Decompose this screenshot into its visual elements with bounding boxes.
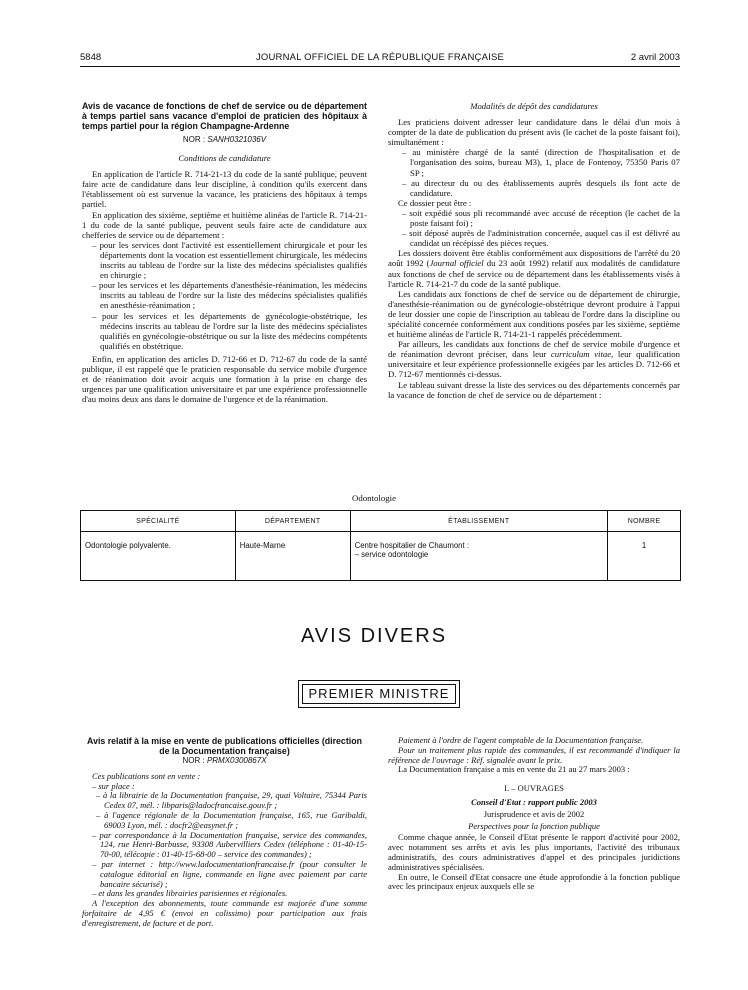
list-item: – et dans les grandes librairies parisiennes et régionales. [92, 888, 288, 899]
issue-date: 2 avril 2003 [630, 52, 680, 63]
notice1-paragraph: Les candidats aux fonctions de chef de service ou de département de chirurgie, d'anesthésie-réanimation ou de gynécologie-obstétrique devront produire à l'appui de leur dossier une copie de l'inscription au tableau de l'ordre dans la discipline ou spécialité concernée conformément aux conditions posées par les sixième, septième et huitième alinéas de l'article R. 714-21-1 rappelés précédemment. [388, 288, 680, 340]
column-header: NOMBRE [608, 511, 681, 532]
list-item: – à la librairie de la Documentation française, 29, quai Voltaire, 75344 Paris Cedex 07, mél. : libparis@ladocfrancaise.gouv.fr ; [96, 790, 367, 811]
notice2-nor: NOR : PRMX0300867X [182, 756, 267, 765]
ouvrages-heading: I. – OUVRAGES [504, 783, 564, 794]
publication-subtitle: Jurisprudence et avis de 2002 [483, 808, 585, 819]
list-item: – par correspondance à la Documentation française, service des commandes, 124, rue Henri-Barbusse, 93308 Aubervilliers Cedex (téléphone : 01-40-15-70-00, télécopie : 01-40-15-68-00 – service des commandes) ; [92, 829, 367, 860]
notice1-right-column [388, 101, 680, 400]
page-number: 5848 [80, 52, 102, 63]
column-header: DÉPARTEMENT [235, 511, 350, 532]
notice2-line: – sur place : [92, 780, 135, 791]
notice2-paragraph: Comme chaque année, le Conseil d'Etat présente le rapport d'activité pour 2002, avec notamment ses arrêts et avis les plus importants, l'activité des tribunaux administratifs, des cours administratives d'appel et des principales juridictions administratives spécialisées. [388, 832, 680, 872]
notice1-paragraph: Enfin, en application des articles D. 712-66 et D. 712-67 du code de la santé publique, il est rappelé que le praticien responsable du service mobile d'urgence et de réanimation doit avoir acquis une formation à la prise en charge des urgences par une qualification universitaire et par une expérience professionnelle d'au moins deux ans dans le domaine de l'urgence et de la réanimation. [82, 353, 367, 405]
dossier-list [388, 208, 680, 248]
list-item: – pour les services et les départements d'anesthésie-réanimation, les médecins inscrits au tableau de l'ordre sur la liste des médecins spécialistes qualifiés en anesthésie-réanimation ; [92, 280, 367, 311]
conditions-heading: Conditions de candidature [178, 153, 271, 164]
list-item: – soit expédié sous pli recommandé avec accusé de réception (le cachet de la poste faisant foi) ; [402, 207, 680, 229]
list-item: – au directeur du ou des établissements auprès desquels ils font acte de candidature. [402, 177, 680, 198]
cell-nombre: 1 [608, 532, 681, 581]
notice2-paragraph: Paiement à l'ordre de l'agent comptable de la Documentation française. [398, 735, 644, 745]
sales-points-list [82, 791, 367, 830]
notice1-nor-code: SANH0321036V [207, 135, 267, 144]
table-row [81, 532, 681, 581]
notice1-paragraph: Le tableau suivant dresse la liste des services ou des départements concernés par la vacance de fonction de chef de service ou de département : [388, 379, 680, 400]
notice1-paragraph: Les praticiens doivent adresser leur candidature dans le délai d'un mois à compter de la date de publication du présent avis (le cachet de la poste faisant foi), simultanément : [388, 117, 680, 148]
notice1-paragraph: En application de l'article R. 714-21-13 du code de la santé publique, peuvent faire acte de candidature dans leur discipline, à condition qu'ils exercent dans l'établissement où est survenue la vacance, les praticiens des hôpitaux à temps partiel. [82, 169, 367, 210]
addressees-list [388, 147, 680, 197]
list-item: – pour les services dont l'activité est essentiellement chirurgicale et pour les départements dont la vocation est essentiellement chirurgicale, les médecins inscrits au tableau de l'ordre sur la liste des médecins spécialistes qualifiés en chirurgie ; [92, 239, 367, 281]
column-header: ÉTABLISSEMENT [350, 511, 607, 532]
notice2-title: Avis relatif à la mise en vente de publications officielles (direction de la Documentation française) [87, 736, 362, 756]
notice2-paragraph: Pour un traitement plus rapide des commandes, il est recommandé d'indiquer la référence de l'ouvrage : Réf. signalée avant le prix. [388, 744, 680, 765]
header-rule [80, 66, 680, 67]
cell-specialite: Odontologie polyvalente. [81, 532, 236, 581]
notice1-paragraph: Par ailleurs, les candidats aux fonctions de chef de service mobile d'urgence et de réanimation devront préciser, dans leur curriculum vitae, leur qualification universitaire et leur expérience professionnelle exigées par les articles D. 712-66 et D. 712-67 mentionnés ci-dessus. [388, 339, 680, 380]
notice2-paragraph: En outre, le Conseil d'Etat consacre une étude approfondie à la fonction publique avec les principaux enjeux auxquels elle se [388, 871, 680, 892]
table-header-row [81, 511, 681, 532]
list-item: – à l'agence régionale de la Documentation française, 165, rue Garibaldi, 69003 Lyon, mél. : docfr2@easynet.fr ; [96, 809, 367, 830]
notice2-paragraph: La Documentation française a mis en vente du 21 au 27 mars 2003 : [398, 764, 630, 775]
notice2-right-column [388, 736, 680, 892]
notice1-title: Avis de vacance de fonctions de chef de service ou de département à temps partiel sans vacance d'emploi de praticien des hôpitaux à temps partiel pour la région Champagne-Ardenne [82, 101, 367, 131]
list-item: – pour les services et les départements de gynécologie-obstétrique, les médecins inscrits au tableau de l'ordre sur la liste des médecins spécialistes qualifiés en gynécologie-obstétrique ou sur la liste des médecins compétents qualifiés en obstétrique. [92, 310, 367, 351]
list-item: – au ministère chargé de la santé (direction de l'hospitalisation et de l'organisation des soins, bureau M3), 1, place de Fontenoy, 75350 Paris 07 SP ; [402, 147, 680, 178]
notice1-left-column [82, 101, 367, 404]
publication-theme: Perspectives pour la fonction publique [468, 820, 600, 831]
notice2-line: Ces publications sont en vente : [92, 770, 201, 781]
modalites-heading: Modalités de dépôt des candidatures [470, 101, 598, 111]
table-caption: Odontologie [352, 493, 396, 503]
list-item: – par internet : http://www.ladocumentationfrancaise.fr (pour consulter le catalogue éditorial en ligne, commande en ligne avec paiement par carte bancaire sécurisé) ; [92, 858, 367, 889]
ministry-heading: PREMIER MINISTRE [302, 684, 456, 704]
journal-title: JOURNAL OFFICIEL DE LA RÉPUBLIQUE FRANÇAISE [255, 52, 505, 63]
conditions-list [82, 240, 367, 351]
notice2-left-column [82, 736, 367, 929]
notice2-line: A l'exception des abonnements, toute commande est majorée d'une somme forfaitaire de 4,95 € (envoi en colissimo) pour participation aux frais d'enregistrement, de facture et de port. [82, 898, 367, 928]
vacancy-table [80, 510, 681, 581]
section-title: AVIS DIVERS [300, 625, 448, 647]
notice1-paragraph: Les dossiers doivent être établis conformément aux dispositions de l'arrêté du 20 août 1992 (Journal officiel du 23 août 1992) relatif aux modalités de candidature aux fonctions de chef de service ou de département dans les établissements visés à l'article R. 714-21-7 du code de la santé publique. [388, 248, 680, 289]
list-item: – soit déposé auprès de l'administration concernée, auquel cas il est délivré au candidat un récépissé des pièces reçues. [402, 228, 680, 249]
page-header [80, 52, 680, 66]
publication-title: Conseil d'Etat : rapport public 2003 [471, 796, 597, 807]
notice1-paragraph: Ce dossier peut être : [398, 197, 472, 208]
cell-etablissement: Centre hospitalier de Chaumont : – service odontologie [350, 532, 607, 581]
notice1-nor: NOR : SANH0321036V [182, 135, 267, 144]
order-methods-list [82, 831, 367, 900]
notice2-nor-code: PRMX0300867X [206, 756, 267, 765]
cell-departement: Haute-Marne [235, 532, 350, 581]
column-header: SPÉCIALITÉ [81, 511, 236, 532]
notice1-paragraph: En application des sixième, septième et huitième alinéas de l'article R. 714-21-1 du code de la santé publique, peuvent seuls faire acte de candidature aux chefferies de service ou de département : [82, 209, 367, 240]
